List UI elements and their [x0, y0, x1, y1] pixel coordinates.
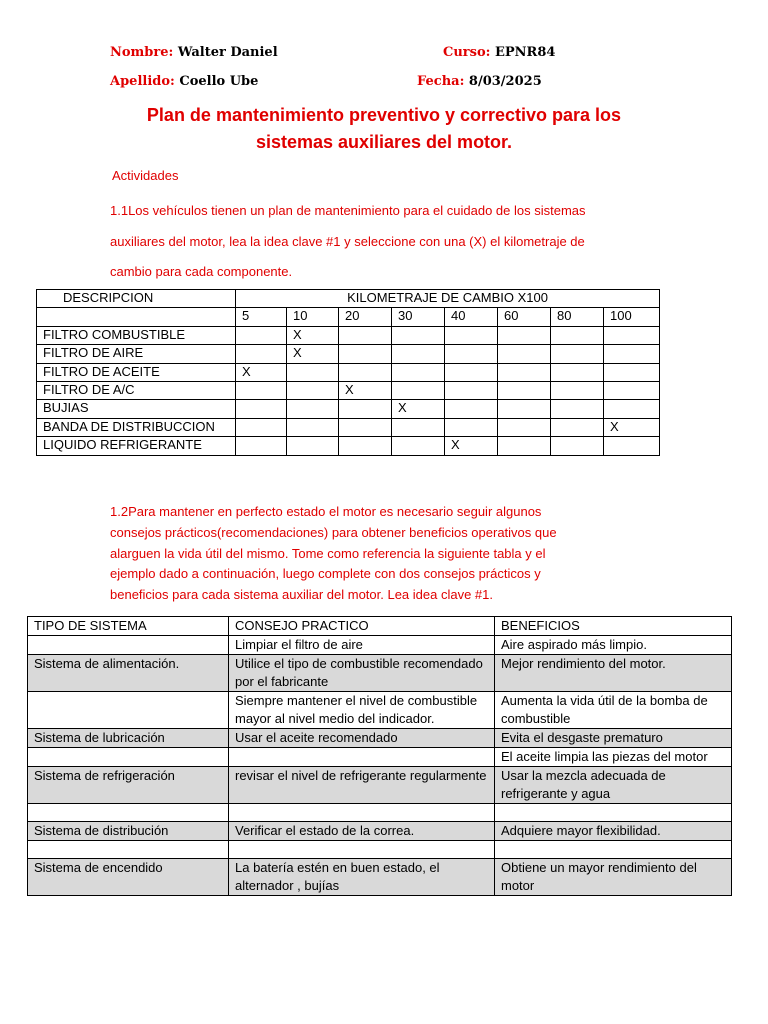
system-type	[28, 692, 229, 729]
practical-advice: Verificar el estado de la correa.	[229, 822, 495, 841]
activity-2-line-3: alarguen la vida útil del mismo. Tome como referencia la siguiente tabla y el	[110, 545, 546, 561]
mark-cell	[236, 381, 287, 399]
component-name: FILTRO DE AIRE	[37, 345, 236, 363]
table-row	[37, 418, 660, 436]
mark-cell	[392, 437, 445, 455]
mark-cell	[339, 363, 392, 381]
benefit: Aumenta la vida útil de la bomba de combustible	[495, 692, 732, 729]
table-row	[28, 859, 732, 896]
curso-label: Curso:	[443, 45, 491, 60]
mark-cell	[551, 437, 604, 455]
mileage-column-60: 60	[498, 308, 551, 326]
practical-advice: Utilice el tipo de combustible recomendado por el fabricante	[229, 655, 495, 692]
activity-2-line-4: ejemplo dado a continuación, luego complete con dos consejos prácticos y	[110, 566, 541, 582]
mileage-column-20: 20	[339, 308, 392, 326]
practical-advice	[229, 748, 495, 767]
mileage-columns-row	[37, 308, 660, 326]
apellido-label: Apellido:	[110, 74, 175, 89]
system-type: Sistema de encendido	[28, 859, 229, 896]
mark-cell	[498, 381, 551, 399]
benefit	[495, 804, 732, 822]
table-row	[37, 381, 660, 399]
mark-cell: X	[604, 418, 660, 436]
mark-cell	[339, 400, 392, 418]
mark-cell	[392, 418, 445, 436]
mark-cell: X	[287, 345, 339, 363]
column-header: CONSEJO PRACTICO	[229, 617, 495, 636]
mark-cell	[445, 326, 498, 344]
system-type: Sistema de lubricación	[28, 729, 229, 748]
benefit: Evita el desgaste prematuro	[495, 729, 732, 748]
mark-cell	[551, 400, 604, 418]
practical-advice	[229, 804, 495, 822]
table-row	[28, 804, 732, 822]
mark-cell	[287, 363, 339, 381]
activity-1-instructions	[110, 196, 670, 288]
mileage-table	[36, 289, 660, 456]
nombre-field	[110, 45, 278, 60]
table-row	[37, 363, 660, 381]
table-row	[37, 400, 660, 418]
benefit	[495, 841, 732, 859]
mark-cell	[339, 345, 392, 363]
mark-cell	[604, 345, 660, 363]
practical-advice: revisar el nivel de refrigerante regularmente	[229, 767, 495, 804]
mark-cell	[498, 363, 551, 381]
fecha-label: Fecha:	[417, 74, 465, 89]
activity-2-line-2: consejos prácticos(recomendaciones) para obtener beneficios operativos que	[110, 524, 557, 540]
activity-1-line-3: cambio para cada componente.	[110, 264, 293, 279]
mark-cell	[392, 326, 445, 344]
title-line-2: sistemas auxiliares del motor.	[255, 132, 513, 152]
mileage-header: KILOMETRAJE DE CAMBIO X100	[236, 290, 660, 308]
benefit: Usar la mezcla adecuada de refrigerante y agua	[495, 767, 732, 804]
table-row	[28, 748, 732, 767]
benefit: Obtiene un mayor rendimiento del motor	[495, 859, 732, 896]
mileage-column-40: 40	[445, 308, 498, 326]
mark-cell	[392, 345, 445, 363]
mark-cell	[604, 381, 660, 399]
system-type	[28, 636, 229, 655]
table-row	[28, 841, 732, 859]
mark-cell	[498, 418, 551, 436]
table-row	[37, 345, 660, 363]
description-header: DESCRIPCION	[37, 290, 236, 308]
system-type: Sistema de distribución	[28, 822, 229, 841]
mark-cell	[236, 345, 287, 363]
component-name: BUJIAS	[37, 400, 236, 418]
mark-cell: X	[445, 437, 498, 455]
mark-cell: X	[339, 381, 392, 399]
benefit: Adquiere mayor flexibilidad.	[495, 822, 732, 841]
page-title	[60, 102, 708, 156]
practical-advice	[229, 841, 495, 859]
mark-cell	[236, 437, 287, 455]
activity-1-line-2: auxiliares del motor, lea la idea clave #1 y seleccione con una (X) el kilometraje de	[110, 233, 585, 249]
mark-cell	[339, 437, 392, 455]
mark-cell	[498, 437, 551, 455]
practical-advice: La batería estén en buen estado, el alternador , bujías	[229, 859, 495, 896]
activity-1-line-1: 1.1Los vehículos tienen un plan de mantenimiento para el cuidado de los sistemas	[110, 203, 586, 218]
maintenance-advice-table	[27, 616, 732, 896]
mark-cell	[551, 381, 604, 399]
nombre-label: Nombre:	[110, 45, 174, 60]
mark-cell	[604, 326, 660, 344]
title-line-1: Plan de mantenimiento preventivo y correctivo para los	[146, 105, 622, 125]
system-type	[28, 748, 229, 767]
table-row	[37, 437, 660, 455]
system-type	[28, 804, 229, 822]
practical-advice: Limpiar el filtro de aire	[229, 636, 495, 655]
table-row	[28, 729, 732, 748]
mark-cell	[551, 363, 604, 381]
mark-cell	[236, 418, 287, 436]
mark-cell	[551, 326, 604, 344]
mark-cell	[498, 400, 551, 418]
mark-cell	[498, 345, 551, 363]
table-row	[28, 692, 732, 729]
apellido-value: Coello Ube	[179, 74, 259, 89]
mileage-column-5: 5	[236, 308, 287, 326]
component-name: FILTRO DE A/C	[37, 381, 236, 399]
practical-advice: Siempre mantener el nivel de combustible mayor al nivel medio del indicador.	[229, 692, 495, 729]
mark-cell: X	[287, 326, 339, 344]
mark-cell	[392, 381, 445, 399]
benefit: El aceite limpia las piezas del motor	[495, 748, 732, 767]
mark-cell	[551, 418, 604, 436]
mark-cell	[445, 418, 498, 436]
mark-cell	[236, 326, 287, 344]
mark-cell: X	[236, 363, 287, 381]
mark-cell	[498, 326, 551, 344]
mark-cell	[604, 437, 660, 455]
mark-cell	[287, 400, 339, 418]
mark-cell	[551, 345, 604, 363]
activity-2-line-1: 1.2Para mantener en perfecto estado el motor es necesario seguir algunos	[110, 504, 542, 519]
mark-cell	[339, 326, 392, 344]
mark-cell	[287, 381, 339, 399]
mark-cell	[236, 400, 287, 418]
activity-2-instructions	[110, 502, 650, 606]
table-row	[28, 655, 732, 692]
mileage-column-100: 100	[604, 308, 660, 326]
mileage-column-30: 30	[392, 308, 445, 326]
column-header: TIPO DE SISTEMA	[28, 617, 229, 636]
mark-cell	[445, 400, 498, 418]
empty-cell	[37, 308, 236, 326]
mileage-column-80: 80	[551, 308, 604, 326]
system-type: Sistema de refrigeración	[28, 767, 229, 804]
curso-value: EPNR84	[494, 45, 556, 60]
curso-field	[443, 45, 555, 60]
mark-cell	[287, 437, 339, 455]
column-header: BENEFICIOS	[495, 617, 732, 636]
mark-cell	[445, 363, 498, 381]
mark-cell	[445, 381, 498, 399]
apellido-field	[110, 74, 258, 89]
component-name: FILTRO COMBUSTIBLE	[37, 326, 236, 344]
activity-2-line-5: beneficios para cada sistema auxiliar del motor. Lea idea clave #1.	[110, 587, 493, 603]
fecha-value: 8/03/2025	[468, 74, 542, 89]
mark-cell	[445, 345, 498, 363]
table-row	[28, 822, 732, 841]
component-name: BANDA DE DISTRIBUCCION	[37, 418, 236, 436]
table-row	[28, 636, 732, 655]
practical-advice: Usar el aceite recomendado	[229, 729, 495, 748]
system-type: Sistema de alimentación.	[28, 655, 229, 692]
activities-label: Actividades	[112, 168, 179, 183]
nombre-value: Walter Daniel	[177, 45, 278, 60]
mileage-column-10: 10	[287, 308, 339, 326]
fecha-field	[417, 74, 542, 89]
table-row	[28, 767, 732, 804]
table-row	[37, 326, 660, 344]
mark-cell	[604, 400, 660, 418]
table-header-row	[28, 617, 732, 636]
mark-cell	[287, 418, 339, 436]
table-header-row	[37, 290, 660, 308]
component-name: LIQUIDO REFRIGERANTE	[37, 437, 236, 455]
benefit: Aire aspirado más limpio.	[495, 636, 732, 655]
mark-cell	[339, 418, 392, 436]
benefit: Mejor rendimiento del motor.	[495, 655, 732, 692]
mark-cell: X	[392, 400, 445, 418]
mark-cell	[604, 363, 660, 381]
component-name: FILTRO DE ACEITE	[37, 363, 236, 381]
mark-cell	[392, 363, 445, 381]
system-type	[28, 841, 229, 859]
